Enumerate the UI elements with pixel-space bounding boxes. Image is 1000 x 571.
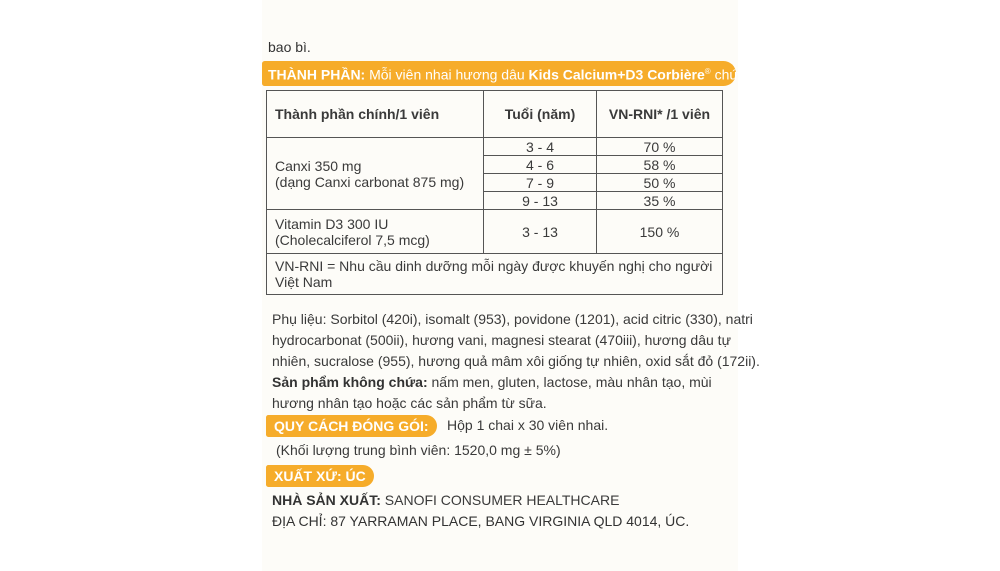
free-from-label: Sản phẩm không chứa: bbox=[272, 374, 428, 390]
header-age: Tuổi (năm) bbox=[484, 91, 597, 138]
header-ingredient: Thành phần chính/1 viên bbox=[267, 91, 484, 138]
packaging-weight: (Khối lượng trung bình viên: 1520,0 mg ± 5%) bbox=[276, 442, 561, 458]
vitamin-d3-cell bbox=[267, 210, 484, 254]
free-from-line bbox=[272, 372, 760, 393]
excipients-line bbox=[272, 309, 760, 330]
rni-cell: 50 % bbox=[597, 174, 723, 192]
excipients-label: Phụ liệu: bbox=[272, 311, 327, 327]
rni-cell: 58 % bbox=[597, 156, 723, 174]
composition-label: THÀNH PHẦN: bbox=[268, 66, 366, 83]
vitamin-d3-form: (Cholecalciferol 7,5 mcg) bbox=[275, 231, 430, 248]
packaging-value: Hộp 1 chai x 30 viên nhai. bbox=[447, 417, 609, 433]
age-cell: 9 - 13 bbox=[484, 192, 597, 210]
footnote-row bbox=[267, 254, 723, 295]
rni-cell: 150 % bbox=[597, 210, 723, 254]
manufacturer-label: NHÀ SẢN XUẤT: bbox=[272, 492, 381, 508]
table-header-row bbox=[267, 91, 723, 138]
packaging-label: QUY CÁCH ĐÓNG GÓI: bbox=[266, 415, 437, 437]
free-from-line-2: hương nhân tạo hoặc các sản phẩm từ sữa. bbox=[272, 395, 547, 411]
manufacturer-address: ĐỊA CHỈ: 87 YARRAMAN PLACE, BANG VIRGINIA QLD 4014, ÚC. bbox=[272, 513, 690, 529]
excipients-line-2: hydrocarbonat (500ii), hương vani, magnesi stearat (470iii), hương dâu tự bbox=[272, 332, 731, 348]
free-from-line-1: nấm men, gluten, lactose, màu nhân tạo, mùi bbox=[431, 374, 712, 390]
manufacturer-value: SANOFI CONSUMER HEALTHCARE bbox=[384, 492, 620, 508]
manufacturer-line bbox=[272, 490, 619, 511]
age-cell: 7 - 9 bbox=[484, 174, 597, 192]
calcium-cell bbox=[267, 138, 484, 210]
composition-header bbox=[262, 61, 751, 86]
age-cell: 3 - 13 bbox=[484, 210, 597, 254]
composition-table bbox=[266, 90, 723, 295]
rni-cell: 70 % bbox=[597, 138, 723, 156]
calcium-form: (dạng Canxi carbonat 875 mg) bbox=[275, 173, 465, 190]
calcium-name: Canxi 350 mg bbox=[275, 157, 362, 174]
table-row bbox=[267, 138, 723, 156]
footnote: VN-RNI = Nhu cầu dinh dưỡng mỗi ngày được khuyến nghị cho người Việt Nam bbox=[267, 254, 723, 295]
product-name: Kids Calcium+D3 Corbière bbox=[528, 66, 705, 83]
composition-intro: Mỗi viên nhai hương dâu bbox=[369, 66, 525, 83]
rni-cell: 35 % bbox=[597, 192, 723, 210]
table-row bbox=[267, 210, 723, 254]
age-cell: 3 - 4 bbox=[484, 138, 597, 156]
header-rni: VN-RNI* /1 viên bbox=[597, 91, 723, 138]
excipients-block bbox=[272, 309, 760, 414]
excipients-line-3: nhiên, sucralose (955), hương quả mâm xôi giống tự nhiên, oxid sắt đỏ (172ii). bbox=[272, 353, 760, 369]
composition-suffix: chứa: bbox=[714, 66, 751, 83]
trademark-symbol: ® bbox=[704, 67, 711, 76]
vitamin-d3-name: Vitamin D3 300 IU bbox=[275, 215, 389, 232]
age-cell: 4 - 6 bbox=[484, 156, 597, 174]
cut-off-text bbox=[268, 36, 311, 46]
excipients-line-1: Sorbitol (420i), isomalt (953), povidone (1201), acid citric (330), natri bbox=[330, 311, 753, 327]
origin-label: XUẤT XỨ: ÚC bbox=[266, 465, 374, 487]
